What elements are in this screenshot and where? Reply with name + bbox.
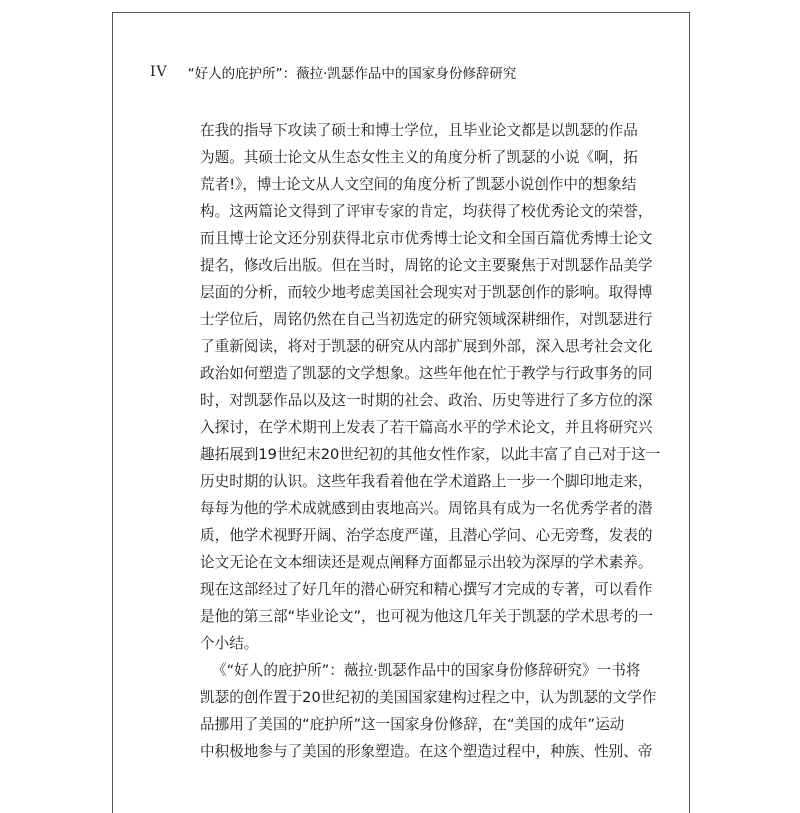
text-line: 个小结。 — [200, 635, 259, 652]
text-line: 了重新阅读，将对于凯瑟的研究从内部扩展到外部，深入思考社会文化 — [200, 338, 653, 355]
text-line: 荒者!》，博士论文从人文空间的角度分析了凯瑟小说创作中的想象结 — [200, 176, 637, 193]
text-line: 品挪用了美国的“庇护所”这一国家身份修辞，在“美国的成年”运动 — [200, 716, 625, 733]
text-line: 政治如何塑造了凯瑟的文学想象。这些年他在忙于教学与行政事务的同 — [200, 365, 653, 382]
text-line: 层面的分析，而较少地考虑美国社会现实对于凯瑟创作的影响。取得博 — [200, 284, 653, 301]
text-line: 凯瑟的创作置于20世纪初的美国国家建构过程之中，认为凯瑟的文学作 — [200, 689, 657, 706]
text-line: 《“好人的庇护所”：薇拉·凯瑟作品中的国家身份修辞研究》一书将 — [212, 662, 641, 679]
page-number: IV — [150, 64, 168, 80]
text-line: 每每为他的学术成就感到由衷地高兴。周铭具有成为一名优秀学者的潜 — [200, 500, 653, 517]
text-line: 趣拓展到19世纪末20世纪初的其他女性作家，以此丰富了自己对于这一 — [200, 446, 661, 463]
text-line: 历史时期的认识。这些年我看着他在学术道路上一步一个脚印地走来， — [200, 473, 653, 490]
text-line: 入探讨，在学术期刊上发表了若干篇高水平的学术论文，并且将研究兴 — [200, 419, 653, 436]
page-header — [150, 60, 516, 84]
text-line: 提名，修改后出版。但在当时，周铭的论文主要聚焦于对凯瑟作品美学 — [200, 257, 653, 274]
text-line: 构。这两篇论文得到了评审专家的肯定，均获得了校优秀论文的荣誉， — [200, 203, 653, 220]
text-line: 在我的指导下攻读了硕士和博士学位，且毕业论文都是以凯瑟的作品 — [200, 122, 638, 139]
text-line: 现在这部经过了好几年的潜心研究和精心撰写才完成的专著，可以看作 — [200, 581, 653, 598]
text-line: 而且博士论文还分别获得北京市优秀博士论文和全国百篇优秀博士论文 — [200, 230, 653, 247]
running-title: “好人的庇护所”：薇拉·凯瑟作品中的国家身份修辞研究 — [187, 66, 517, 82]
text-line: 质，他学术视野开阔、治学态度严谨，且潜心学问、心无旁骛，发表的 — [200, 527, 653, 544]
text-line: 士学位后，周铭仍然在自己当初选定的研究领域深耕细作，对凯瑟进行 — [200, 311, 653, 328]
text-line: 中积极地参与了美国的形象塑造。在这个塑造过程中，种族、性别、帝 — [200, 743, 653, 760]
text-line: 时，对凯瑟作品以及这一时期的社会、政治、历史等进行了多方位的深 — [200, 392, 653, 409]
text-line: 是他的第三部“毕业论文”，也可视为他这几年关于凯瑟的学术思考的一 — [200, 608, 653, 625]
text-line: 论文无论在文本细读还是观点阐释方面都显示出较为深厚的学术素养。 — [200, 554, 653, 571]
text-line: 为题。其硕士论文从生态女性主义的角度分析了凯瑟的小说《啊，拓 — [200, 149, 638, 166]
body-text — [200, 117, 661, 765]
